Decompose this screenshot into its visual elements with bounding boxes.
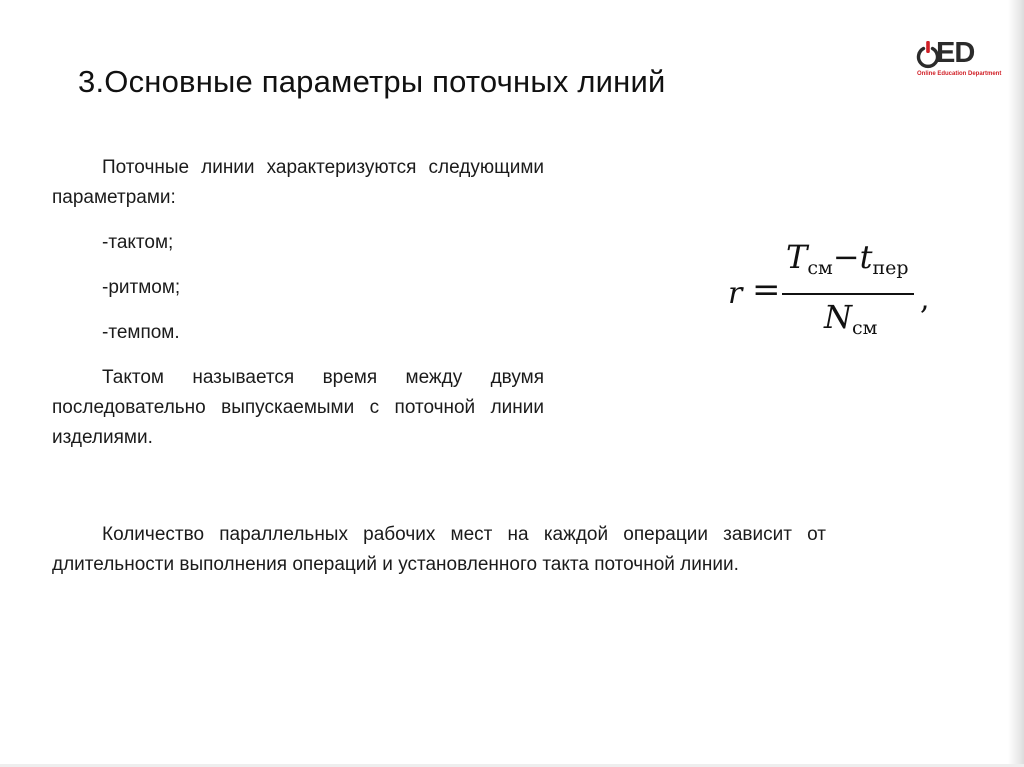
logo-letters: ED <box>936 37 975 69</box>
parameters-text-block <box>52 153 544 453</box>
logo-subtitle: Online Education Department <box>917 71 1002 77</box>
formula-t-subscript: пер <box>872 257 909 279</box>
intro-paragraph: Поточные линии характеризуются следующими параметрами: <box>52 157 544 208</box>
formula-N-subscript: см <box>852 317 878 339</box>
formula-t: t <box>859 238 873 276</box>
workplaces-paragraph: Количество параллельных рабочих мест на каждой операции зависит от длительности выполнения операций и установленного такта поточной линии. <box>52 524 826 575</box>
formula-T: T <box>786 238 808 276</box>
formula-denominator <box>824 298 877 339</box>
list-item-rhythm: -ритмом; <box>102 277 181 298</box>
slide-edge-shadow <box>1008 0 1024 767</box>
formula-N: N <box>824 298 852 336</box>
list-item-tact: -тактом; <box>102 232 174 253</box>
workplaces-text-block <box>52 520 826 580</box>
list-item-tempo: -темпом. <box>102 322 180 343</box>
formula-comma: , <box>920 282 930 317</box>
formula-fraction-bar <box>782 293 914 295</box>
formula-T-subscript: см <box>807 257 833 279</box>
oed-logo <box>916 36 1002 84</box>
tact-definition-paragraph: Тактом называется время между двумя последовательно выпускаемыми с поточной линии изделиями. <box>52 367 544 448</box>
formula-minus: − <box>832 238 860 276</box>
formula-numerator <box>786 238 909 279</box>
formula-lhs: r <box>728 276 743 311</box>
slide-title: 3.Основные параметры поточных линий <box>78 64 666 99</box>
tact-formula <box>722 232 942 352</box>
formula-equals: = <box>752 270 781 310</box>
